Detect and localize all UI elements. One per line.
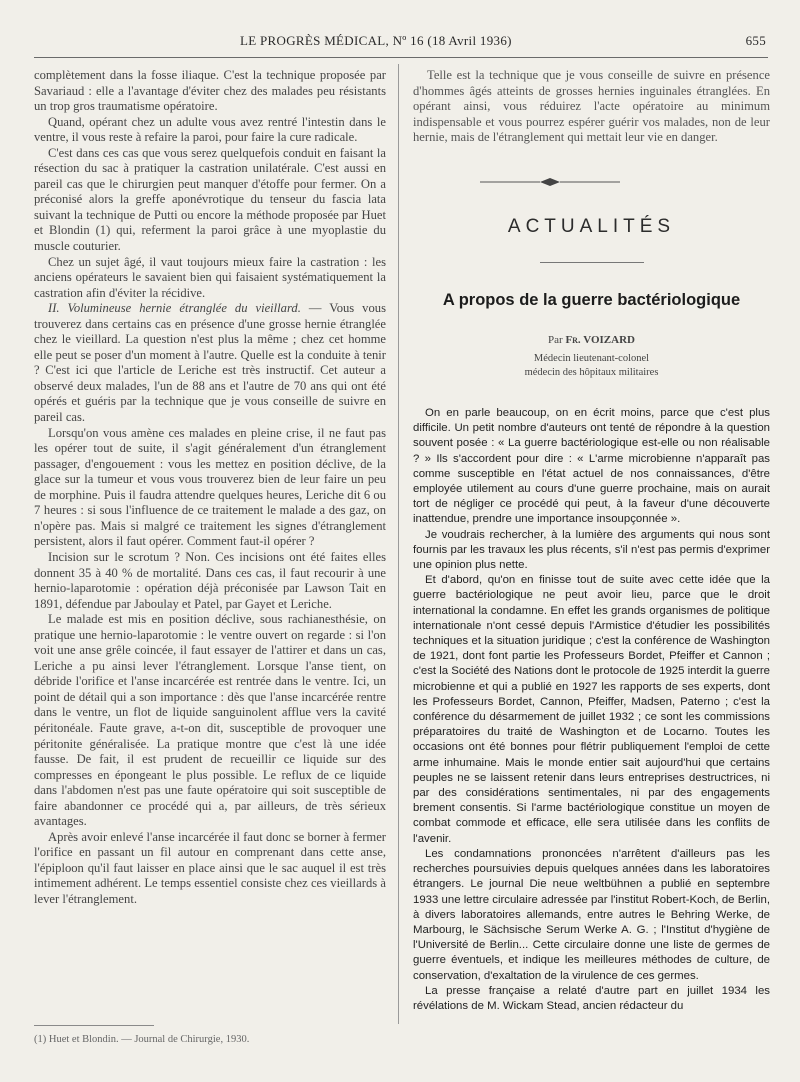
rubric-heading: ACTUALITÉS bbox=[507, 216, 676, 237]
rubric-rule bbox=[540, 262, 644, 263]
section-heading: II. Volumineuse hernie étranglée du vieillard. bbox=[48, 301, 301, 316]
right-column bbox=[413, 68, 770, 146]
ornament-divider bbox=[480, 176, 620, 188]
article-paragraph-2: Je voudrais rechercher, à la lumière des arguments qui nous sont fournis par les travaux les plus récents, s'il n'est pas permis d'exprimer une opinion plus nette. bbox=[413, 528, 770, 572]
article-body bbox=[413, 406, 770, 1014]
running-title: LE PROGRÈS MÉDICAL, Nº 16 (18 Avril 1936) bbox=[240, 33, 512, 48]
column-divider bbox=[398, 64, 399, 1024]
affiliation-line-2: médecin des hôpitaux militaires bbox=[524, 367, 659, 378]
page-number: 655 bbox=[745, 33, 766, 48]
section-paragraph-5: Après avoir enlevé l'anse incarcérée il faut donc se borner à fermer l'orifice en passant un fil autour en comprenant dans cette anse, l'épiploon qu'il faut laisser en place ainsi que le sac auquel il est très intimement adhérent. Le temps essentiel consiste chez ces vieillards à lever l'étranglement. bbox=[34, 829, 386, 906]
left-paragraph-2: Quand, opérant chez un adulte vous avez rentré l'intestin dans le ventre, il vous reste à refaire la paroi, pour faire la cure radicale. bbox=[34, 114, 386, 145]
section-paragraph-3: Incision sur le scrotum ? Non. Ces incisions ont été faites elles donnent 35 à 40 % de mortalité. Dans ces cas, il faut recourir à une hernio-laparotomie : opération déjà préconisée par Lawson Tait en 1891, défendue par Jaboulay et Patel, par Gayet et Leriche. bbox=[34, 549, 386, 611]
right-intro-paragraph: Telle est la technique que je vous conseille de suivre en présence d'hommes âgés atteints de grosses hernies inguinales étranglées. En opérant ainsi, vous réduirez l'acte opératoire au minimum indispensable et vous pourrez espérer guérir vos malades, non de leur hernie, mais de l'étranglement qui mettait leur vie en danger. bbox=[413, 68, 770, 145]
article-title: A propos de la guerre bactériologique bbox=[442, 291, 741, 309]
section-paragraph-4: Le malade est mis en position déclive, sous rachianesthésie, on pratique une hernio-laparotomie : le ventre ouvert on regarde : si l'on voit une anse grêle coincée, il faut essayer de l'attirer et dans un cas, Leriche a pu ainsi lever l'étranglement. Lorsque l'anse tient, on débride l'orifice et l'anse incarcérée est rentrée dans le ventre. Ici, un point de détail qui a son importance : dès que l'anse incarcérée rentre dans le ventre, un flot de liquide sanguinolent afflue vers la cavité péritonéale. Faute grave, a-t-on dit, susceptible de provoquer une péritonite généralisée. La pratique montre que c'est là une idée fausse. De fait, il est prudent de recueillir ce liquide sur des compresses en épongeant le plus possible. Le reflux de ce liquide dans l'abdomen n'est pas une faute opératoire qui soit susceptible de faire abandonner ce procédé qui a, par ailleurs, de très sérieux avantages. bbox=[34, 612, 386, 829]
header-rule bbox=[34, 57, 768, 58]
author-name: Fr. VOIZARD bbox=[565, 334, 635, 346]
byline bbox=[413, 334, 770, 346]
page-header bbox=[30, 33, 770, 53]
left-paragraph-3: C'est dans ces cas que vous serez quelquefois conduit en faisant la résection du sac à pratiquer la castration unilatérale. C'est aussi en pareil cas que le chirurgien peut manquer d'étoffe pour fermer. On a préconisé alors la greffe aponévrotique du tenseur du fascia lata suivant la technique de Putti ou encore la méthode proposée par Huet et Blondin (1) qui, referment la paroi grâce à une myoplastie du muscle couturier. bbox=[34, 145, 386, 254]
footnote: (1) Huet et Blondin. — Journal de Chirurgie, 1930. bbox=[34, 1034, 250, 1045]
affiliation-line-1: Médecin lieutenant-colonel bbox=[533, 353, 650, 364]
byline-prefix: Par bbox=[548, 334, 563, 346]
section-ii-paragraph bbox=[34, 301, 386, 425]
author-affiliation bbox=[413, 352, 770, 380]
article-paragraph-1: On en parle beaucoup, on en écrit moins, parce que c'est plus difficile. Un petit nombre d'auteurs ont tenté de répondre à la question souvent posée : « La guerre bactériologique est-elle ou non réalisable ? » Ils s'accordent pour dire : « L'arme microbienne n'apparaît pas comme susceptible en l'état actuel de nos connaissances, d'être employée utilement au cours d'une guerre prochaine, mais on aurait tort de négliger ce procédé qui peut, à la faveur d'une découverte inattendue, prendre une importance insoupçonnée ». bbox=[413, 407, 770, 526]
footnote-rule bbox=[34, 1025, 154, 1026]
article-paragraph-4: Les condamnations prononcées n'arrêtent d'ailleurs pas les recherches poursuivies depuis quelques années dans les laboratoires étrangers. Le journal Die neue weltbühnen a publié en septembre 1933 une lettre circulaire adressée par l'institut Robert-Koch, de Berlin, à divers laboratoires allemands, entre autres le Behring Werke, de Marbourg, le Sächsische Serum Werke A. G. ; l'Institut d'hygiène de l'Université de Berlin... Cette circulaire donne une liste de germes de guerre éventuels, et indique les meilleures méthodes de culture, de conservation, d'exaltation de la virulence de ces germes. bbox=[413, 847, 770, 982]
article-paragraph-3: Et d'abord, qu'on en finisse tout de suite avec cette idée que la guerre bactériologique ne peut avoir lieu, parce que le droit international la condamne. En effet les grands organismes de politique internationale n'ont cessé depuis l'Armistice d'étudier les possibilités techniques et la situation juridique ; c'est la conférence de Washington de 1921, dont font partie les Professeurs Bordet, Pfeiffer et Cannon ; c'est la Société des Nations dont le protocole de 1925 interdit la guerre microbienne et qui a publié en 1927 les rapports de ses experts, dont les Professeurs Bordet, Cannon, Pfeiffer, Madsen, Paterno ; c'est la conférence du désarmement de juillet 1932 ; ce sont les commissions préparatoires du traité de Washington et de Locarno. Toutes les occasions ont été bonnes pour flétrir publiquement l'emploi de cette arme inhumaine. Mais le monde entier sait aujourd'hui que certains peuples ne se laissent retenir dans leurs entreprises destructrices, ni par des considérations sentimentales, ni par des engagements brement consentis. Si l'arme bactériologique constitue un moyen de combat commode et efficace, elle sera utilisée dans les conflits de l'avenir. bbox=[413, 574, 770, 845]
section-paragraph-1: — Vous vous trouverez dans certains cas en présence d'une grosse hernie étranglée chez le vieillard. La question n'est plus la même ; chez cet homme elle peut se poser d'un moment à l'autre. Quelle est la conduite à tenir ? C'est ici que l'article de Leriche est très instructif. Cet auteur a observé deux malades, l'un de 88 ans et l'autre de 70 ans qui ont été opérés et guéris par la technique que je vous conseille de suivre en pareil cas. bbox=[34, 301, 386, 425]
left-paragraph-1: complètement dans la fosse iliaque. C'est la technique proposée par Savariaud : elle a l'avantage d'éviter chez des malades peu résistants un trop gros traumatisme opératoire. bbox=[34, 68, 386, 114]
left-column bbox=[34, 68, 386, 908]
article-paragraph-5: La presse française a relaté d'autre part en juillet 1934 les révélations de M. Wickam Stead, ancien rédacteur du bbox=[413, 984, 770, 1012]
section-paragraph-2: Lorsqu'on vous amène ces malades en pleine crise, il ne faut pas les opérer tout de suite, il s'agit généralement d'un étranglement passager, d'engouement : vous les mettez en position déclive, de la glace sur la tumeur et vous vous trouverez bien de leur faire un peu de morphine. Puis il faudra attendre quelques heures, Leriche dit 6 ou 7 heures : si sous l'influence de ce traitement le malade a des gaz, on n'opère pas. Mais si malgré ce traitement les signes d'étranglement persistent, alors il faut opérer. Comment faut-il opérer ? bbox=[34, 425, 386, 549]
left-paragraph-4: Chez un sujet âgé, il vaut toujours mieux faire la castration : les anciens opérateurs le savaient bien qui faisaient systématiquement la castration afin d'éviter la récidive. bbox=[34, 254, 386, 300]
